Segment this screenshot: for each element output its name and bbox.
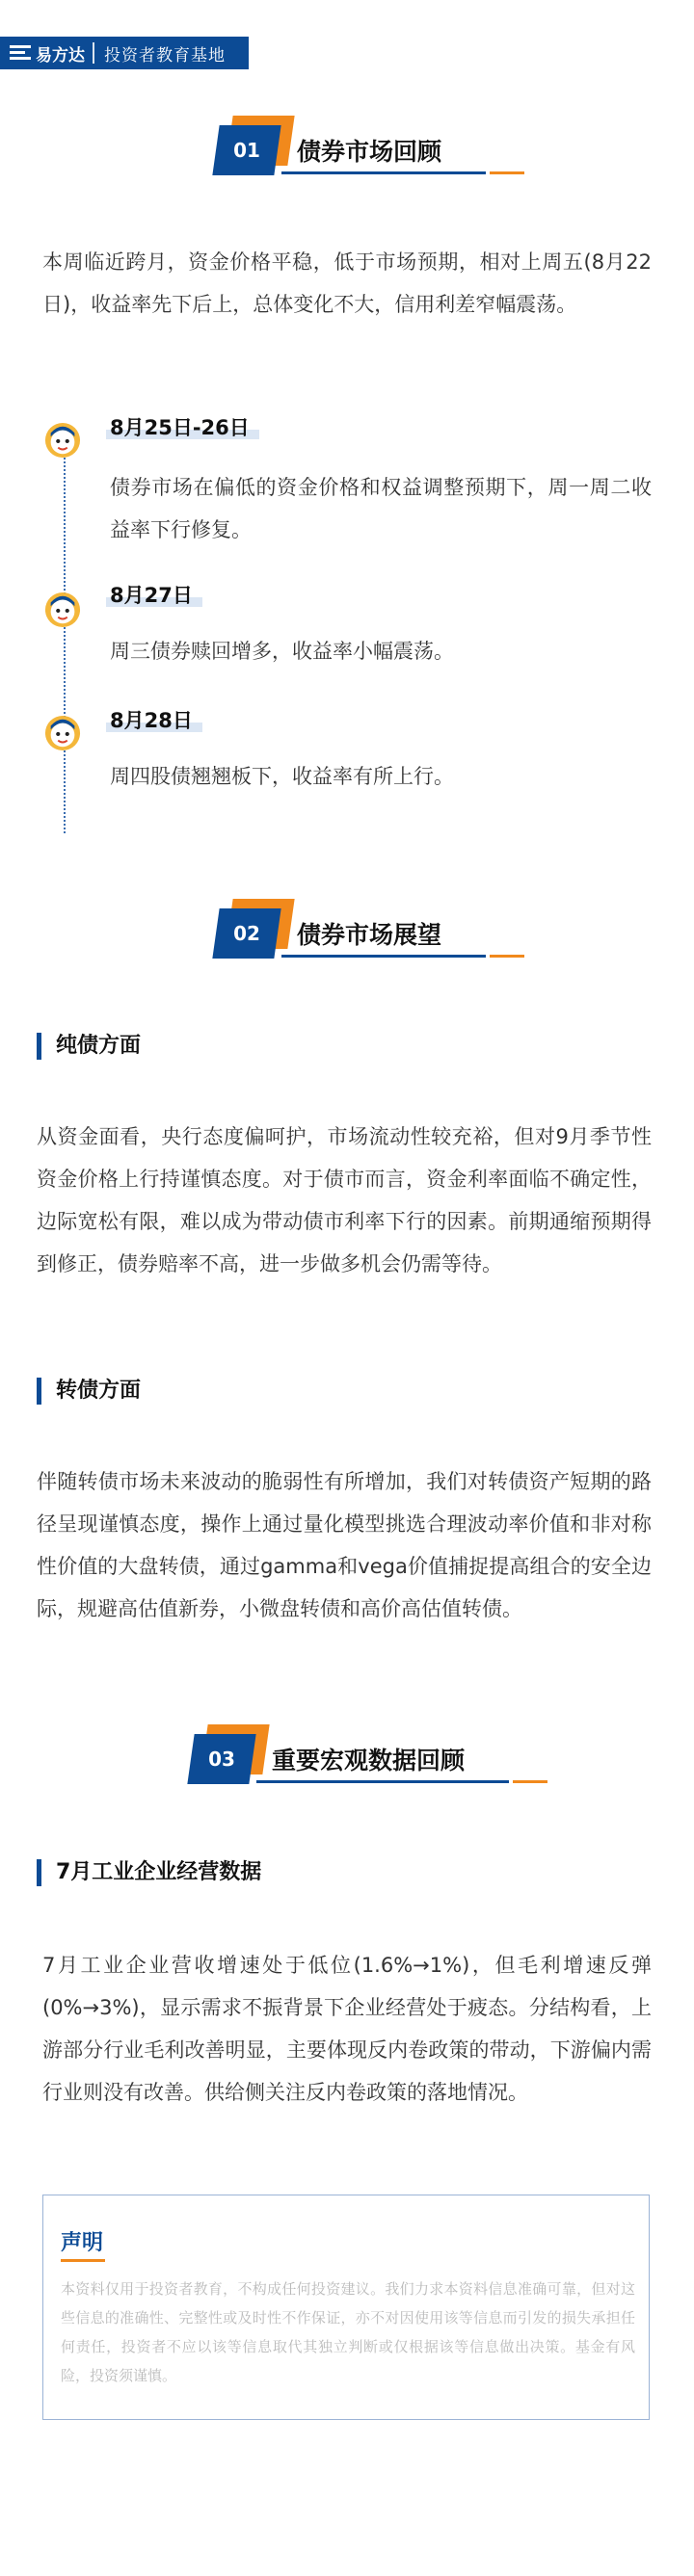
mascot-avatar-icon (44, 591, 81, 628)
timeline-date-2: 8月27日 (110, 580, 193, 609)
timeline-text-2: 周三债券赎回增多，收益率小幅震荡。 (110, 640, 454, 663)
brand-name: 易方达 (36, 45, 85, 66)
section-number: 01 (233, 139, 260, 162)
brand-logo (0, 37, 93, 69)
logo-mark-icon (10, 45, 31, 61)
section-title: 债券市场回顾 (297, 138, 442, 166)
timeline-date-3: 8月28日 (110, 705, 193, 734)
mascot-avatar-icon (44, 422, 81, 459)
review-intro: 本周临近跨月，资金价格平稳，低于市场预期，相对上周五(8月22日)，收益率先下后上，总体变化不大，信用利差窄幅震荡。 (42, 250, 652, 316)
section-number: 02 (233, 922, 260, 945)
brand-tag: 投资者教育基地 (104, 45, 226, 66)
disclaimer-box (42, 2195, 650, 2420)
timeline-date-1: 8月25日-26日 (110, 412, 250, 441)
mascot-avatar-icon (44, 715, 81, 751)
brand-divider (93, 42, 94, 64)
timeline-line (64, 424, 66, 833)
industrial-data-text: 7月工业企业营收增速处于低位(1.6%→1%)，但毛利增速反弹(0%→3%)，显示需求不振背景下企业经营处于疲态。分结构看，上游部分行业毛利改善明显，主要体现反内卷政策的带动，下游偏内需行业则没有改善。供给侧关注反内卷政策的落地情况。 (42, 1954, 652, 2104)
brand-header (0, 37, 249, 69)
pure-bond-text: 从资金面看，央行态度偏呵护，市场流动性较充裕，但对9月季节性资金价格上行持谨慎态度。对于债市而言，资金利率面临不确定性，边际宽松有限，难以成为带动债市利率下行的因素。前期通缩预期得到修正，债券赔率不高，进一步做多机会仍需等待。 (37, 1125, 652, 1275)
section-title: 债券市场展望 (297, 921, 442, 949)
timeline-text-1: 债券市场在偏低的资金价格和权益调整预期下，周一周二收益率下行修复。 (110, 476, 652, 541)
section-title: 重要宏观数据回顾 (272, 1747, 466, 1774)
disclaimer-title: 声明 (61, 2231, 104, 2255)
convertible-bond-text: 伴随转债市场未来波动的脆弱性有所增加，我们对转债资产短期的路径呈现谨慎态度，操作上通过量化模型挑选合理波动率价值和非对称性价值的大盘转债，通过gamma和vega价值捕捉提高组合的安全边际，规避高估值新券，小微盘转债和高价高估值转债。 (37, 1470, 652, 1620)
disclaimer-text: 本资料仅用于投资者教育，不构成任何投资建议。我们力求本资料信息准确可靠，但对这些信息的准确性、完整性或及时性不作保证，亦不对因使用该等信息而引发的损失承担任何责任，投资者不应以该等信息取代其独立判断或仅根据该等信息做出决策。基金有风险，投资须谨慎。 (61, 2280, 635, 2384)
section-number: 03 (208, 1748, 235, 1771)
timeline-text-3: 周四股债翘翘板下，收益率有所上行。 (110, 765, 454, 788)
